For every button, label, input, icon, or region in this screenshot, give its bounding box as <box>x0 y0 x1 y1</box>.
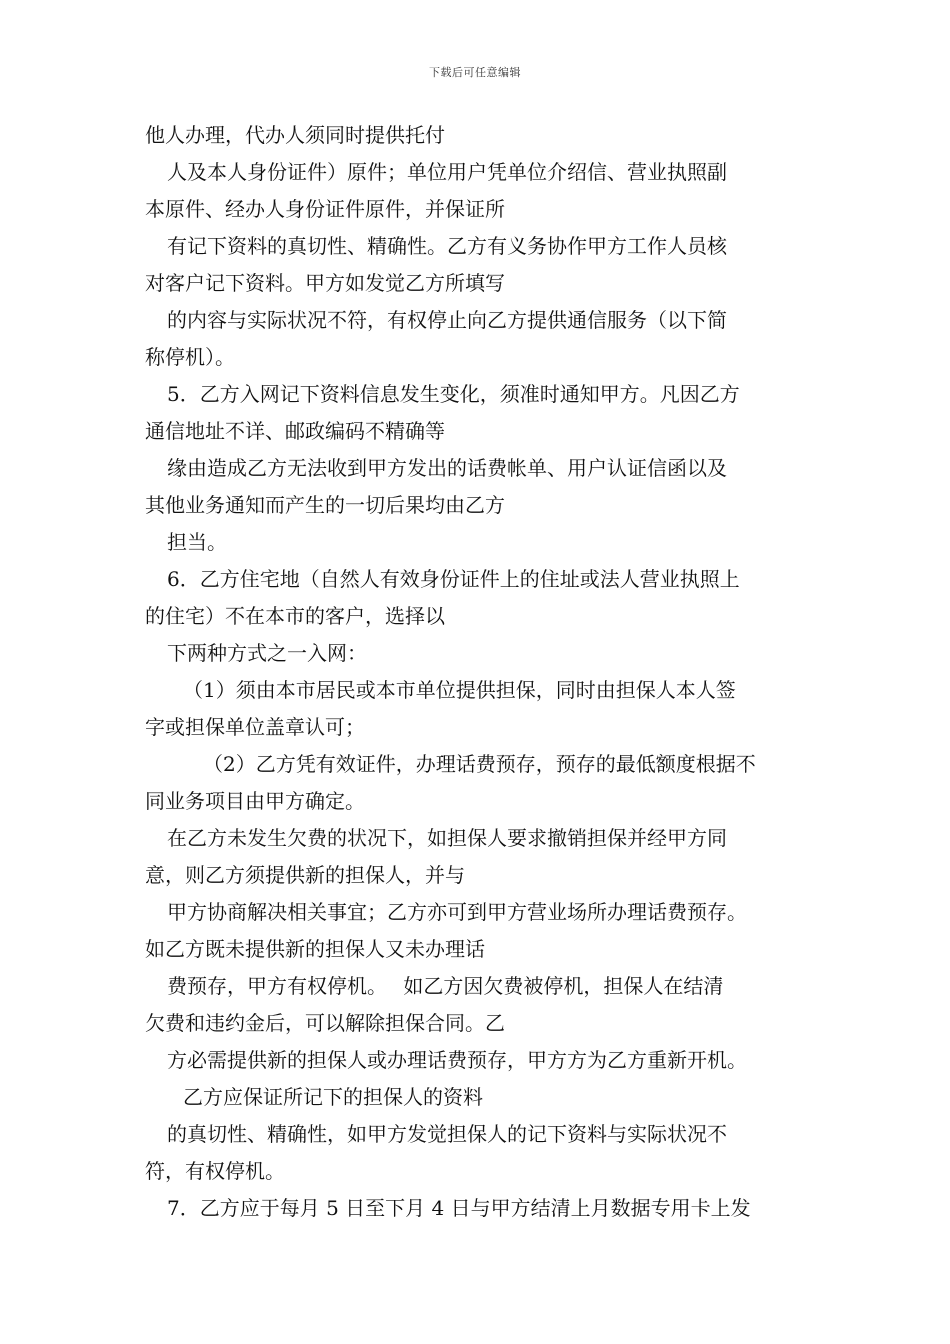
text-line: 6．乙方住宅地（自然人有效身份证件上的住址或法人营业执照上 <box>167 567 740 591</box>
text-line: 的真切性、精确性，如甲方发觉担保人的记下资料与实际状况不 <box>167 1122 727 1146</box>
text-line: 欠费和违约金后，可以解除担保合同。乙 <box>145 1011 505 1035</box>
text-line: 有记下资料的真切性、精确性。乙方有义务协作甲方工作人员核 <box>167 234 727 258</box>
text-line: 同业务项目由甲方确定。 <box>145 789 365 813</box>
text-line: 在乙方未发生欠费的状况下，如担保人要求撤销担保并经甲方同 <box>167 826 727 850</box>
page-header: 下载后可任意编辑 <box>429 66 521 79</box>
text-line: 符，有权停机。 <box>145 1159 285 1183</box>
text-line: 意，则乙方须提供新的担保人，并与 <box>145 863 465 887</box>
text-line: 下两种方式之一入网： <box>167 641 367 665</box>
text-line: 缘由造成乙方无法收到甲方发出的话费帐单、用户认证信函以及 <box>167 456 727 480</box>
text-line: 担当。 <box>167 530 227 554</box>
text-line: （2）乙方凭有效证件，办理话费预存，预存的最低额度根据不 <box>203 752 756 776</box>
text-line: （1）须由本市居民或本市单位提供担保，同时由担保人本人签 <box>183 678 736 702</box>
text-line: 人及本人身份证件）原件；单位用户凭单位介绍信、营业执照副 <box>167 160 727 184</box>
text-line: 方必需提供新的担保人或办理话费预存，甲方方为乙方重新开机。 <box>167 1048 747 1072</box>
text-line: 乙方应保证所记下的担保人的资料 <box>183 1085 483 1109</box>
text-line: 其他业务通知而产生的一切后果均由乙方 <box>145 493 505 517</box>
text-line: 他人办理，代办人须同时提供托付 <box>145 123 445 147</box>
text-line: 的住宅）不在本市的客户，选择以 <box>145 604 445 628</box>
text-line: 通信地址不详、邮政编码不精确等 <box>145 419 445 443</box>
text-line: 对客户记下资料。甲方如发觉乙方所填写 <box>145 271 505 295</box>
text-line: 费预存，甲方有权停机。 如乙方因欠费被停机，担保人在结清 <box>167 974 724 998</box>
text-line: 的内容与实际状况不符，有权停止向乙方提供通信服务（以下简 <box>167 308 727 332</box>
text-line: 7．乙方应于每月 5 日至下月 4 日与甲方结清上月数据专用卡上发 <box>167 1196 751 1220</box>
text-line: 如乙方既未提供新的担保人又未办理话 <box>145 937 485 961</box>
text-line: 字或担保单位盖章认可； <box>145 715 365 739</box>
text-line: 称停机）。 <box>145 345 235 369</box>
text-line: 本原件、经办人身份证件原件，并保证所 <box>145 197 505 221</box>
text-line: 甲方协商解决相关事宜；乙方亦可到甲方营业场所办理话费预存。 <box>167 900 747 924</box>
text-line: 5．乙方入网记下资料信息发生变化，须准时通知甲方。凡因乙方 <box>167 382 740 406</box>
